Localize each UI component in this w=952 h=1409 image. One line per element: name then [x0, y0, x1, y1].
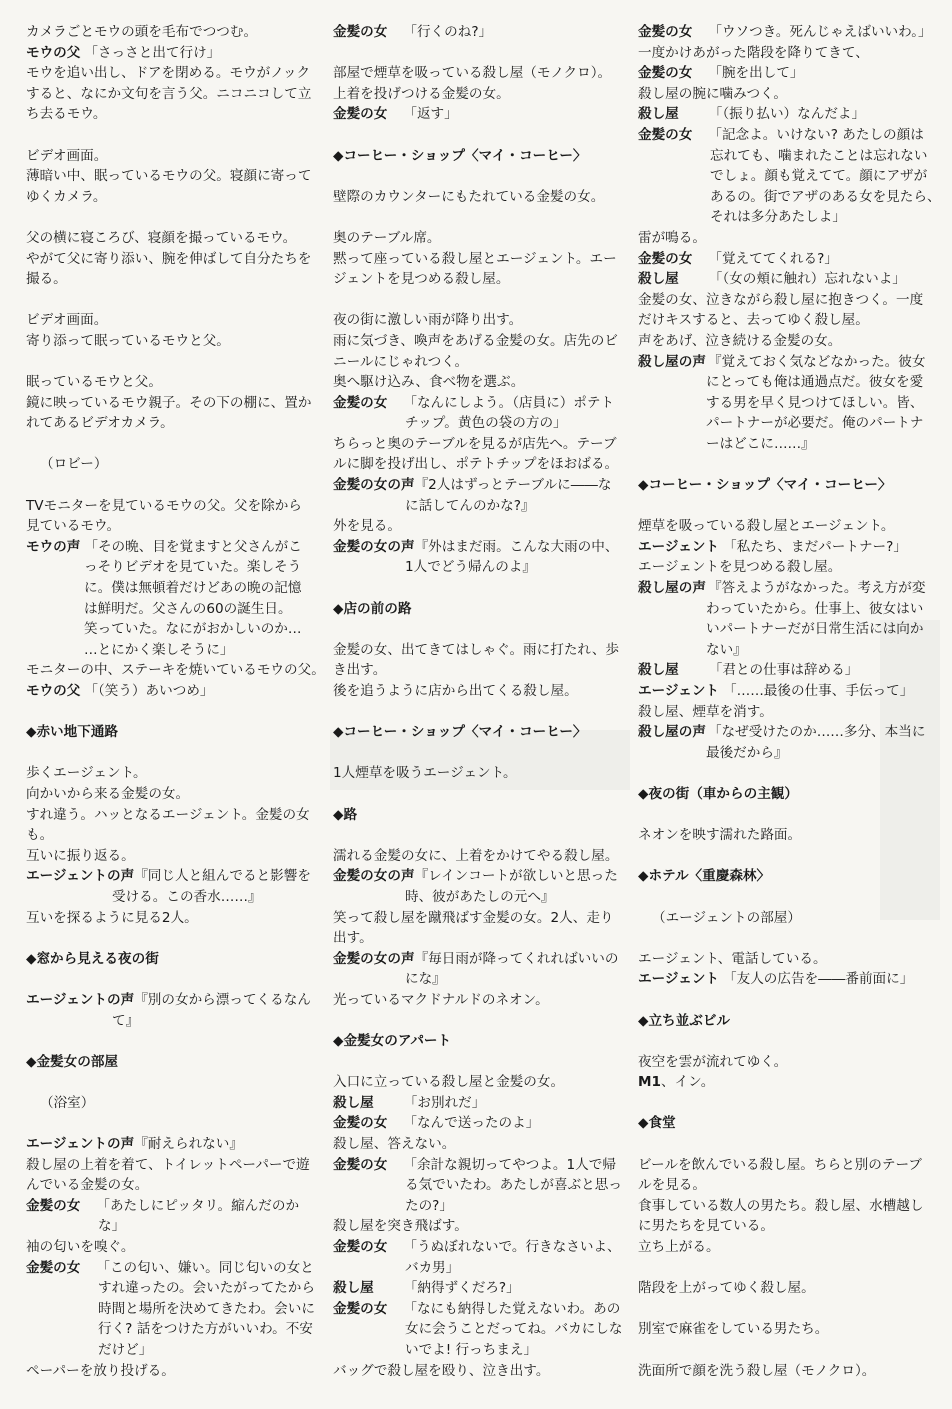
dialogue-text: 『同じ人と組んでると影響を	[134, 868, 311, 885]
dialogue-line	[638, 22, 930, 43]
action-line: ビールを飲んでいる殺し屋。ちらと別のテーブ	[638, 1156, 922, 1173]
action-line: ネオンを映す濡れた路面。	[638, 827, 802, 844]
dialogue-continuation: バカ男」	[405, 1259, 460, 1276]
blank-line	[333, 743, 623, 764]
dialogue-text: 「なにも納得した覚えないわ。あの	[403, 1300, 621, 1317]
dialogue-text: 『覚えておく気などなかった。彼女	[707, 353, 926, 370]
action-line: 階段を上がってゆく殺し屋。	[638, 1280, 815, 1297]
dialogue-text: 『毎日雨が降ってくれればいいの	[414, 950, 619, 967]
action-line: 殺し屋、煙草を消す。	[638, 703, 773, 720]
action-line: 笑って殺し屋を蹴飛ばす金髪の女。2人、走り	[333, 909, 614, 926]
dialogue-continuation: あるの。街でアザのある女を見たら、	[710, 188, 941, 205]
blank-line	[26, 969, 316, 990]
dialogue-text: 『外はまだ雨。こんな大雨の中、	[414, 538, 619, 555]
dialogue-line	[333, 393, 623, 414]
blank-line	[333, 125, 623, 146]
action-line: （エージェントの部屋）	[652, 909, 801, 926]
action-line: 互いを探るように見る2人。	[26, 909, 198, 926]
dialogue-continuation: でしょ。顔も覚えてて。顔にアザが	[710, 168, 928, 185]
dialogue-text: 「なんで送ったのよ」	[403, 1115, 540, 1132]
blank-line	[638, 454, 930, 475]
dialogue-text: 「余計な親切ってやつよ。1人で帰	[403, 1156, 616, 1173]
blank-line	[333, 702, 623, 723]
action-line: 洗面所で顔を洗う殺し屋（モノクロ）。	[638, 1362, 876, 1379]
dialogue-line	[333, 949, 623, 970]
blank-line	[638, 846, 930, 867]
speaker-name: 金髪の女	[333, 1115, 388, 1132]
dialogue-line	[26, 990, 316, 1011]
action-line: 薄暗い中、眠っているモウの父。寝顔に寄って	[26, 168, 312, 185]
dialogue-line	[333, 1113, 623, 1134]
blank-line	[333, 1052, 623, 1073]
action-line: 寄り添って眠っているモウと父。	[26, 332, 230, 349]
dialogue-text: 「その晩、目を覚ますと父さんがこ	[84, 538, 302, 555]
action-line: 殺し屋の腕に噛みつく。	[638, 85, 787, 102]
blank-line	[333, 784, 623, 805]
dialogue-continuation: それは多分あたしよ」	[710, 209, 846, 226]
dialogue-line	[26, 1134, 316, 1155]
dialogue-continuation: る気でいたわ。あたしが喜ぶと思っ	[405, 1177, 622, 1194]
dialogue-line	[638, 352, 930, 373]
dialogue-continuation: すれ違ったの。会いたがってたから	[98, 1280, 315, 1297]
action-line: 殺し屋を突き飛ばす。	[333, 1218, 468, 1235]
action-line: ビデオ画面。	[26, 312, 108, 329]
blank-line	[638, 1031, 930, 1052]
music-cue-label: M1	[638, 1074, 661, 1091]
dialogue-text: 「……最後の仕事、手伝って」	[723, 683, 914, 699]
action-line: ルを見る。	[638, 1177, 706, 1194]
action-line: 眠っているモウと父。	[26, 374, 162, 391]
dialogue-continuation: て』	[112, 1012, 140, 1029]
action-line: 部屋で煙草を吸っている殺し屋（モノクロ）。	[333, 65, 612, 82]
blank-line	[638, 887, 930, 908]
dialogue-text: 『耐えられない』	[134, 1136, 243, 1153]
speaker-name: 殺し屋	[638, 106, 679, 123]
speaker-name: 殺し屋	[638, 662, 679, 679]
action-line: ビデオ画面。	[26, 147, 108, 164]
action-line: エージェントを見つめる殺し屋。	[638, 559, 842, 576]
speaker-name: 金髪の女の声	[333, 868, 415, 885]
blank-line	[26, 702, 316, 723]
dialogue-continuation: 行く? 話をつけた方がいいわ。不安	[98, 1321, 313, 1338]
dialogue-continuation: は鮮明だ。父さんの60の誕生日。	[84, 600, 292, 617]
dialogue-line	[26, 1258, 316, 1279]
action-line: も。	[26, 827, 54, 844]
dialogue-line	[26, 43, 316, 64]
blank-line	[638, 1093, 930, 1114]
dialogue-continuation: ない』	[706, 641, 747, 658]
dialogue-line	[333, 475, 623, 496]
action-line: 歩くエージェント。	[26, 765, 147, 782]
speaker-name: モウの声	[26, 538, 81, 555]
action-line: 雷が鳴る。	[638, 229, 706, 246]
column-left	[26, 22, 325, 1381]
action-line: 見ているモウ。	[26, 518, 121, 535]
dialogue-continuation: っそりビデオを見ていた。楽しそう	[84, 559, 302, 576]
dialogue-continuation: に話してんのかな?』	[405, 497, 535, 514]
action-line: 立ち上がる。	[638, 1239, 720, 1256]
speaker-name: エージェントの声	[26, 991, 135, 1008]
dialogue-line	[333, 537, 623, 558]
speaker-name: 殺し屋	[333, 1280, 374, 1297]
action-line: 外を見る。	[333, 518, 401, 535]
dialogue-text: 「納得ずくだろ?」	[403, 1280, 520, 1297]
action-line: 夜空を雲が流れてゆく。	[638, 1053, 788, 1070]
dialogue-text: 『レインコートが欲しいと思った	[414, 868, 618, 885]
scene-heading: ◆路	[333, 806, 358, 823]
dialogue-text: 「あたしにピッタリ。縮んだのか	[96, 1197, 300, 1214]
action-line: 金髪の女、泣きながら殺し屋に抱きつく。一度	[638, 291, 924, 308]
speaker-name: 金髪の女	[333, 1239, 388, 1256]
action-line: 金髪の女、出てきてはしゃぐ。雨に打たれ、歩	[333, 641, 620, 658]
speaker-name: 殺し屋の声	[638, 353, 706, 370]
blank-line	[26, 743, 316, 764]
action-line: 一度かけあがった階段を降りてきて、	[638, 44, 869, 61]
speaker-name: 金髪の女	[638, 250, 693, 267]
blank-line	[26, 207, 316, 228]
dialogue-text: 「さっさと出て行け」	[84, 44, 221, 61]
dialogue-line	[638, 660, 930, 681]
action-line: 袖の匂いを嗅ぐ。	[26, 1239, 135, 1256]
dialogue-continuation: 笑っていた。なにがおかしいのか…	[84, 621, 302, 638]
blank-line	[26, 290, 316, 311]
dialogue-text: 「記念よ。いけない? あたしの顔は	[708, 126, 924, 143]
action-line: 食事している数人の男たち。殺し屋、水槽越し	[638, 1197, 924, 1214]
dialogue-text: 「返す」	[403, 106, 458, 123]
action-line: き出す。	[333, 662, 387, 679]
action-line: TVモニターを見ているモウの父。父を除から	[26, 497, 302, 514]
column-middle	[333, 22, 623, 1381]
action-line: に男たちを見ている。	[638, 1218, 774, 1235]
dialogue-line	[26, 866, 316, 887]
action-line: M1、イン。	[638, 1074, 715, 1091]
dialogue-line	[333, 1237, 623, 1258]
blank-line	[333, 43, 623, 64]
dialogue-line	[26, 681, 316, 702]
action-line: 光っているマクドナルドのネオン。	[333, 991, 549, 1008]
speaker-name: 金髪の女の声	[333, 477, 415, 494]
action-line: 後を追うように店から出てくる殺し屋。	[333, 683, 578, 699]
dialogue-line	[638, 681, 930, 702]
dialogue-text: 「君との仕事は辞める」	[708, 662, 859, 679]
speaker-name: 金髪の女	[333, 1300, 388, 1317]
dialogue-continuation: たの?」	[405, 1197, 453, 1214]
dialogue-continuation: …とにかく楽しそうに」	[84, 641, 234, 658]
action-line: やがて父に寄り添い、腕を伸ばして自分たちを	[26, 250, 312, 267]
action-line: 向かいから来る金髪の女。	[26, 785, 190, 802]
dialogue-text: 「覚えててくれる?」	[708, 250, 838, 267]
dialogue-continuation: にな』	[405, 971, 446, 988]
blank-line	[638, 928, 930, 949]
action-line: （ロビー）	[40, 456, 108, 473]
speaker-name: 金髪の女	[638, 65, 693, 82]
dialogue-continuation: ーはどこに……』	[706, 435, 815, 452]
speaker-name: モウの父	[26, 44, 81, 61]
dialogue-text: 「腕を出して」	[708, 65, 804, 82]
scene-heading: ◆窓から見える夜の街	[26, 950, 159, 967]
scene-heading: ◆コーヒー・ショップ〈マイ・コーヒー〉	[638, 477, 892, 494]
dialogue-text: 「（女の頬に触れ）忘れないよ」	[708, 271, 906, 288]
speaker-name: 金髪の女	[26, 1197, 81, 1214]
dialogue-continuation: チップ。黄色の袋の方の」	[405, 415, 567, 432]
action-line: だけキスすると、去ってゆく殺し屋。	[638, 312, 869, 329]
action-line: ゆくカメラ。	[26, 188, 107, 205]
blank-line	[638, 1340, 930, 1361]
scene-heading: ◆立ち並ぶビル	[638, 1012, 731, 1029]
scene-heading: ◆店の前の路	[333, 600, 412, 617]
dialogue-line	[333, 1093, 623, 1114]
scene-heading: ◆金髪女のアパート	[333, 1033, 452, 1050]
action-line: 奥へ駆け込み、食べ物を選ぶ。	[333, 374, 525, 391]
blank-line	[26, 352, 316, 373]
dialogue-continuation: にとっても俺は通過点だ。彼女を愛	[706, 374, 924, 391]
dialogue-continuation: 1人でどう帰んのよ』	[405, 559, 536, 576]
action-line: モニターの中、ステーキを焼いているモウの父。	[26, 662, 325, 679]
action-line: 鏡に映っているモウ親子。その下の棚に、置か	[26, 394, 312, 411]
dialogue-continuation: 最後だから』	[706, 744, 788, 761]
blank-line	[26, 475, 316, 496]
scene-heading: ◆コーヒー・ショップ〈マイ・コーヒー〉	[333, 724, 587, 741]
scene-heading: ◆ホテル〈重慶森林〉	[638, 868, 771, 885]
dialogue-continuation: だけど」	[98, 1342, 153, 1358]
dialogue-text: 「なぜ受けたのか……多分、本当に	[707, 724, 926, 741]
blank-line	[333, 1011, 623, 1032]
action-line: れてあるビデオカメラ。	[26, 415, 174, 432]
blank-line	[638, 763, 930, 784]
dialogue-text: 『別の女から漂ってくるなん	[134, 991, 311, 1008]
dialogue-continuation: する男を早く見つけてほしい。皆、	[706, 394, 924, 411]
action-line: ちらっと奥のテーブルを見るが店先へ。テーブ	[333, 435, 617, 452]
action-line: 声をあげ、泣き続ける金髪の女。	[638, 332, 842, 349]
dialogue-line	[638, 578, 930, 599]
dialogue-continuation: に。僕は無頓着だけどあの晩の記憶	[84, 580, 302, 597]
speaker-name: 金髪の女の声	[333, 950, 415, 967]
dialogue-continuation: 時、彼があたしの元へ』	[405, 888, 555, 905]
action-line: 殺し屋の上着を着て、トイレットペーパーで遊	[26, 1156, 310, 1173]
blank-line	[333, 825, 623, 846]
speaker-name: エージェント	[638, 538, 720, 555]
speaker-name: 殺し屋	[333, 1094, 374, 1111]
action-line: 黙って座っている殺し屋とエージェント。エー	[333, 250, 617, 267]
action-line: （浴室）	[40, 1094, 95, 1111]
scene-heading: ◆金髪女の部屋	[26, 1053, 119, 1070]
blank-line	[26, 434, 316, 455]
action-line: 奥のテーブル席。	[333, 229, 441, 246]
dialogue-line	[26, 1196, 316, 1217]
blank-line	[333, 207, 623, 228]
action-line: 殺し屋、答えない。	[333, 1136, 456, 1153]
action-line: ち去るモウ。	[26, 106, 107, 123]
scene-heading: ◆夜の街（車からの主観）	[638, 785, 798, 802]
dialogue-line	[638, 249, 930, 270]
dialogue-text: 「この匂い、嫌い。同じ匂いの女と	[96, 1259, 314, 1276]
scene-heading: ◆コーヒー・ショップ〈マイ・コーヒー〉	[333, 147, 587, 164]
action-line: カメラごとモウの頭を毛布でつつむ。	[26, 24, 258, 40]
blank-line	[333, 619, 623, 640]
action-line: エージェント、電話している。	[638, 950, 827, 967]
blank-line	[333, 166, 623, 187]
action-line: ルに脚を投げ出し、ポテトチップをほおばる。	[333, 456, 619, 473]
dialogue-line	[638, 722, 930, 743]
action-line: 濡れる金髪の女に、上着をかけてやる殺し屋。	[333, 847, 619, 864]
action-line: 出す。	[333, 930, 373, 947]
dialogue-line	[638, 969, 930, 990]
blank-line	[638, 990, 930, 1011]
blank-line	[638, 805, 930, 826]
action-line: モウを追い出し、ドアを閉める。モウがノック	[26, 65, 311, 82]
speaker-name: エージェントの声	[26, 868, 135, 885]
dialogue-continuation: な」	[98, 1218, 126, 1235]
dialogue-line	[333, 1155, 623, 1176]
speaker-name: 殺し屋の声	[638, 724, 706, 741]
blank-line	[26, 1113, 316, 1134]
speaker-name: エージェント	[638, 971, 720, 988]
action-line: ニールにじゃれつく。	[333, 353, 469, 370]
action-line: 壁際のカウンターにもたれている金髪の女。	[333, 188, 605, 205]
dialogue-continuation: 受ける。この香水……』	[112, 888, 262, 905]
dialogue-text: 『2人はずっとテーブルに――な	[414, 477, 612, 494]
speaker-name: 金髪の女	[638, 24, 693, 40]
speaker-name: 金髪の女	[26, 1259, 81, 1276]
column-right	[638, 22, 941, 1381]
scene-heading: ◆食堂	[638, 1115, 676, 1132]
dialogue-continuation: いパートナーだが日常生活には向か	[706, 621, 924, 638]
dialogue-text: 「行くのね?」	[403, 24, 493, 40]
speaker-name: 殺し屋	[638, 271, 679, 288]
action-line: すると、なにか文句を言う父。ニコニコして立	[26, 85, 312, 102]
dialogue-line	[333, 104, 623, 125]
dialogue-text: 「（振り払い）なんだよ」	[708, 106, 866, 123]
blank-line	[333, 290, 623, 311]
speaker-name: 金髪の女	[333, 106, 388, 123]
speaker-name: 金髪の女	[333, 1156, 388, 1173]
speaker-name: エージェントの声	[26, 1136, 135, 1153]
dialogue-line	[333, 22, 623, 43]
blank-line	[638, 1134, 930, 1155]
dialogue-text: 「なんにしよう。（店員に）ポテト	[403, 394, 615, 411]
dialogue-continuation: わっていたから。仕事上、彼女はい	[706, 600, 924, 617]
dialogue-line	[638, 104, 930, 125]
blank-line	[638, 1258, 930, 1279]
speaker-name: エージェント	[638, 683, 720, 699]
speaker-name: 金髪の女の声	[333, 538, 415, 555]
dialogue-text: 「お別れだ」	[403, 1094, 486, 1111]
action-line: 撮る。	[26, 271, 67, 288]
action-line: ジェントを見つめる殺し屋。	[333, 271, 510, 288]
dialogue-line	[26, 537, 316, 558]
blank-line	[26, 1072, 316, 1093]
scene-heading: ◆赤い地下通路	[26, 724, 119, 741]
action-line: 上着を投げつける金髪の女。	[333, 85, 510, 102]
blank-line	[638, 1299, 930, 1320]
dialogue-line	[333, 866, 623, 887]
dialogue-text: 「私たち、まだパートナー?」	[723, 538, 907, 555]
speaker-name: モウの父	[26, 683, 81, 699]
action-line: 雨に気づき、喚声をあげる金髪の女。店先のビ	[333, 332, 618, 349]
action-line: すれ違う。ハッとなるエージェント。金髪の女	[26, 806, 310, 823]
speaker-name: 金髪の女	[333, 24, 388, 40]
action-line: んでいる金髪の女。	[26, 1177, 149, 1194]
blank-line	[333, 578, 623, 599]
dialogue-line	[638, 125, 930, 146]
action-line: 互いに振り返る。	[26, 847, 135, 864]
dialogue-continuation: 女に会うことだってね。バカにしな	[405, 1321, 623, 1338]
blank-line	[26, 125, 316, 146]
dialogue-continuation: いでよ! 行っちまえ」	[405, 1342, 538, 1358]
action-line: 煙草を吸っている殺し屋とエージェント。	[638, 518, 895, 535]
dialogue-line	[333, 1278, 623, 1299]
dialogue-text: 「うぬぼれないで。行きなさいよ、	[403, 1239, 621, 1256]
blank-line	[26, 928, 316, 949]
dialogue-line	[638, 537, 930, 558]
blank-line	[26, 1031, 316, 1052]
action-line: 入口に立っている殺し屋と金髪の女。	[333, 1074, 565, 1091]
speaker-name: 金髪の女	[333, 394, 388, 411]
dialogue-text: 「ウソつき。死んじゃえばいいわ。」	[708, 24, 932, 40]
blank-line	[638, 496, 930, 517]
dialogue-continuation: 時間と場所を決めてきたわ。会いに	[98, 1300, 315, 1317]
dialogue-text: 「友人の広告を――番前面に」	[723, 971, 914, 988]
action-line: ペーパーを放り投げる。	[26, 1362, 175, 1379]
dialogue-line	[638, 269, 930, 290]
dialogue-line	[333, 1299, 623, 1320]
dialogue-continuation: 忘れても、噛まれたことは忘れない	[710, 147, 928, 164]
dialogue-line	[638, 63, 930, 84]
action-line: 1人煙草を吸うエージェント。	[333, 765, 517, 782]
speaker-name: 殺し屋の声	[638, 580, 706, 597]
action-line: 別室で麻雀をしている男たち。	[638, 1321, 829, 1338]
dialogue-text: 「（笑う）あいつめ」	[84, 683, 214, 699]
action-line: バッグで殺し屋を殴り、泣き出す。	[333, 1362, 550, 1379]
speaker-name: 金髪の女	[638, 126, 693, 143]
dialogue-text: 『答えようがなかった。考え方が変	[707, 580, 926, 597]
action-line: 父の横に寝ころび、寝顔を撮っているモウ。	[26, 229, 297, 246]
action-line: 夜の街に激しい雨が降り出す。	[333, 312, 523, 329]
dialogue-continuation: パートナーが必要だ。俺のパートナ	[706, 415, 924, 432]
